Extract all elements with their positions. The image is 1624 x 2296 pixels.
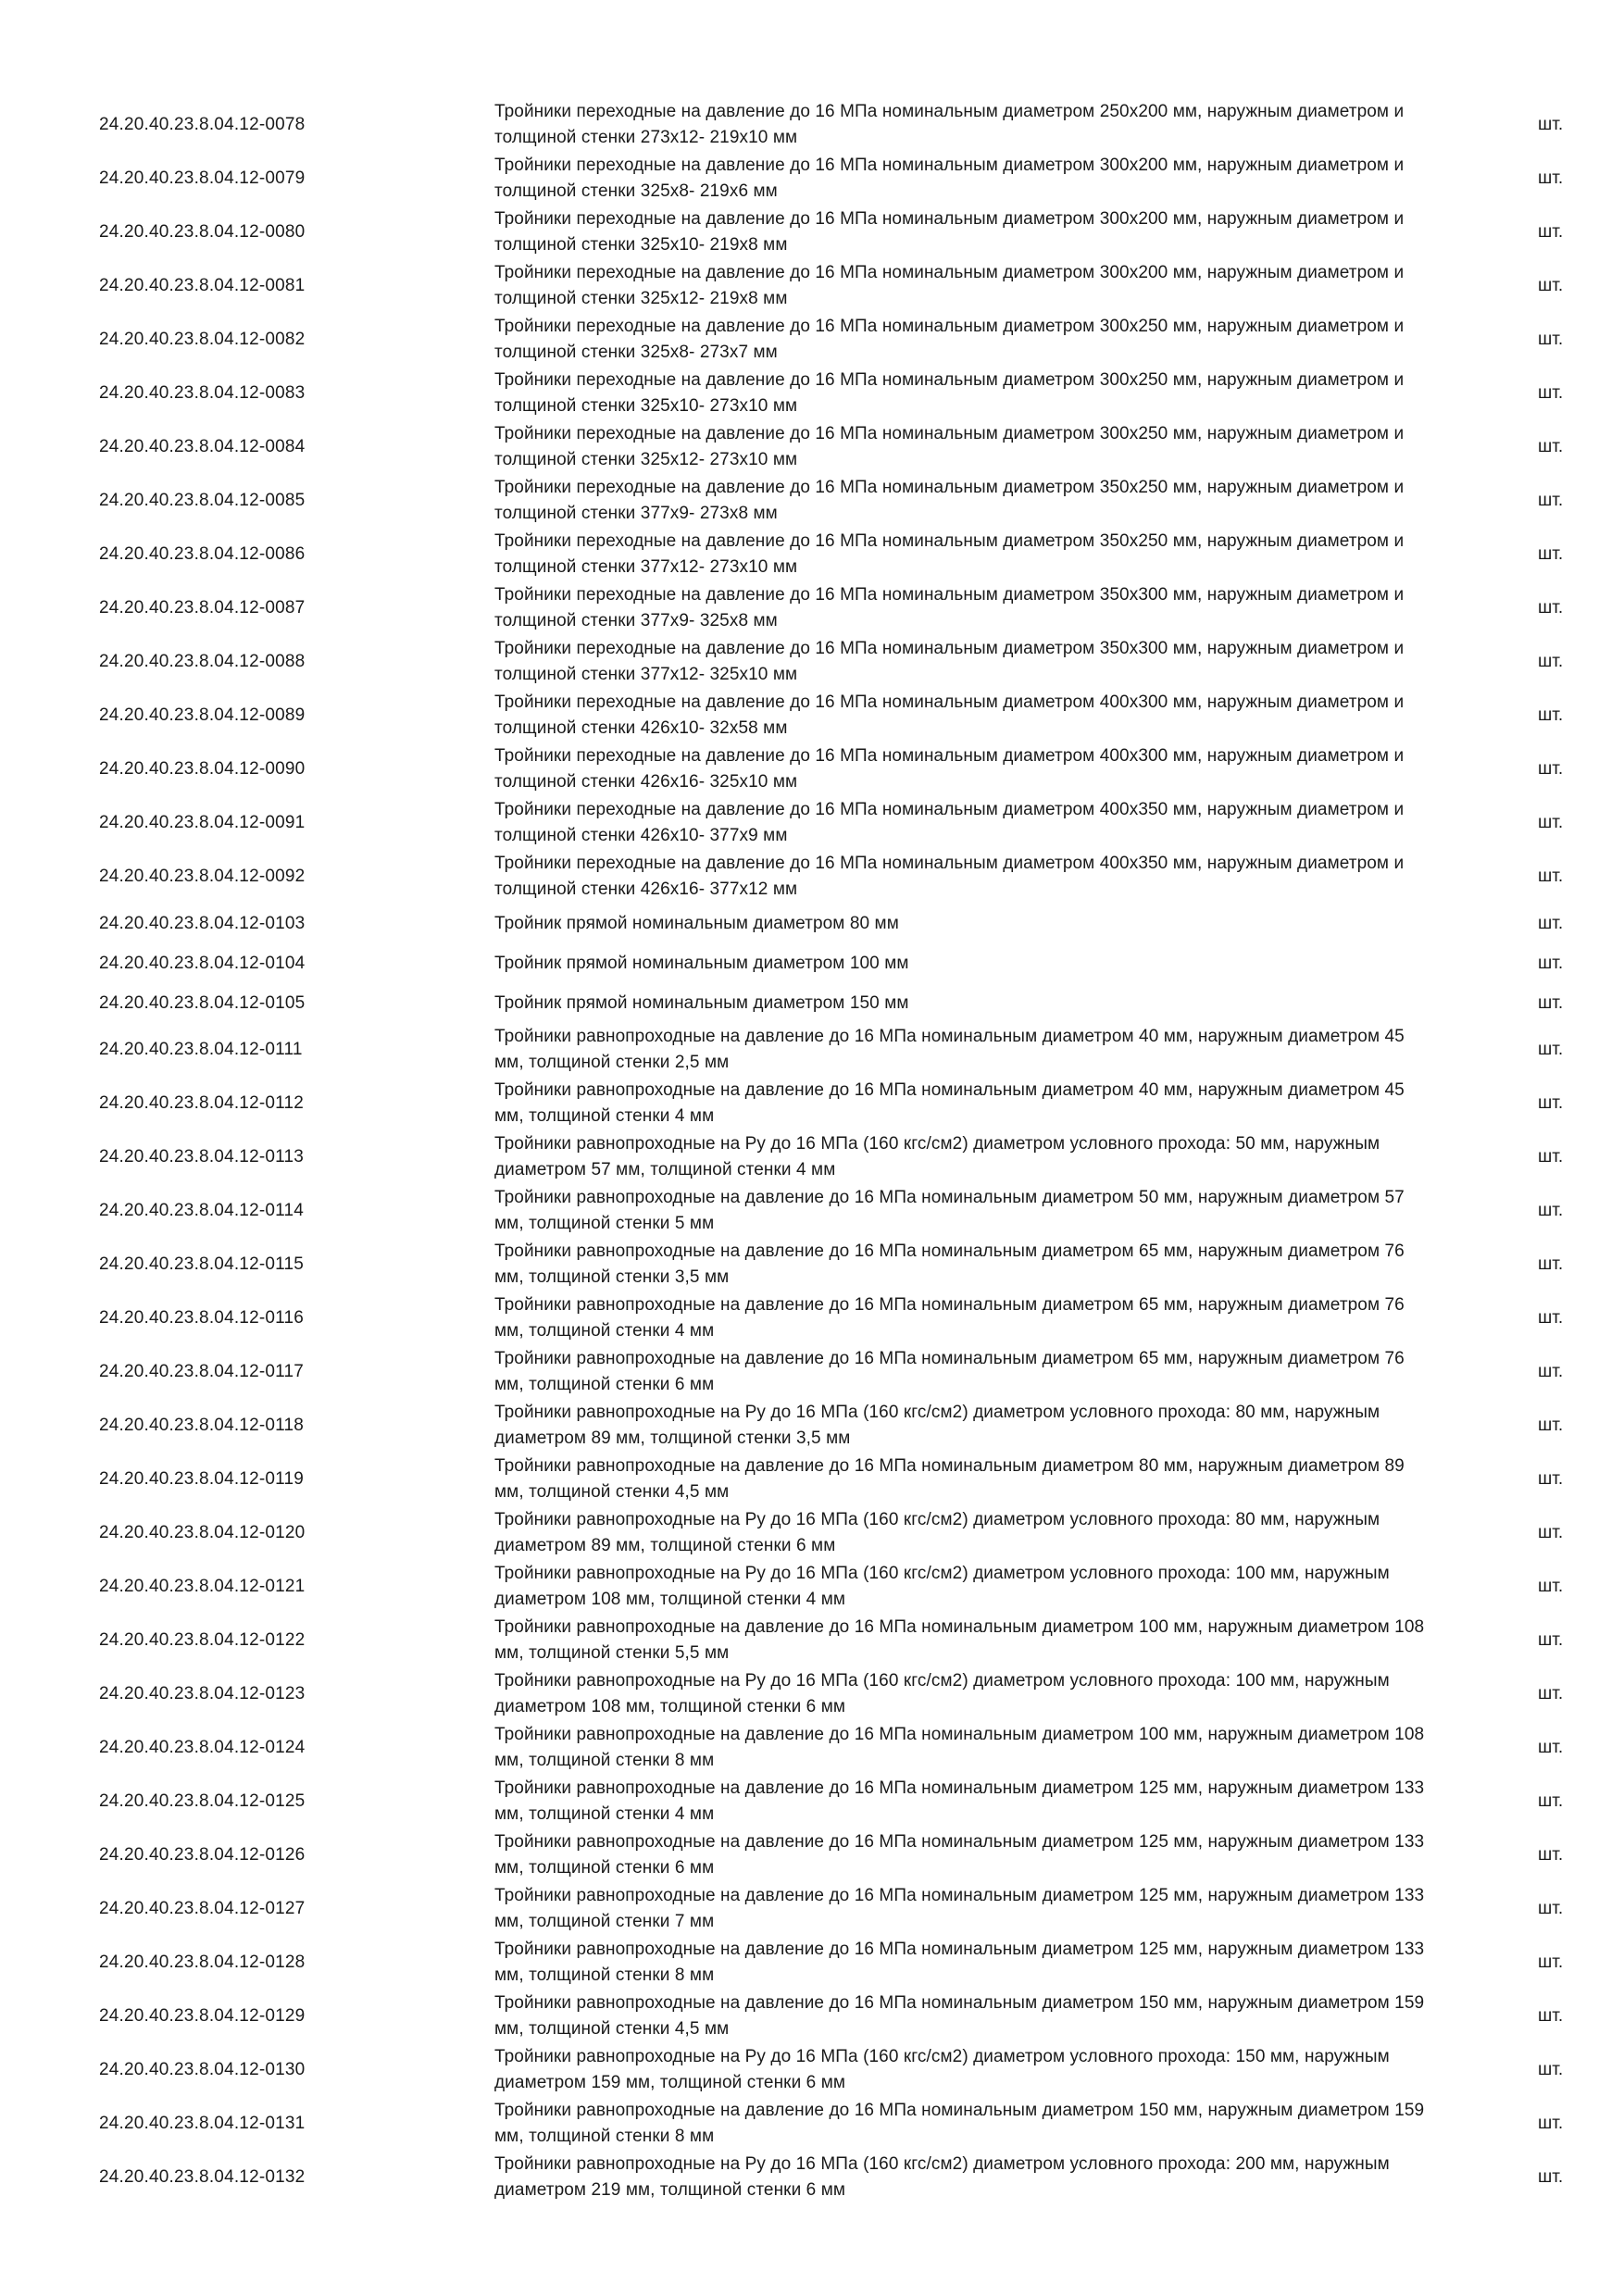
table-row — [0, 581, 1624, 635]
table-row — [0, 1667, 1624, 1721]
item-code: 24.20.40.23.8.04.12-0090 — [99, 759, 306, 779]
table-row — [0, 2043, 1624, 2097]
item-unit: шт. — [1538, 1953, 1564, 1972]
table-row — [0, 259, 1624, 313]
item-code: 24.20.40.23.8.04.12-0104 — [99, 953, 306, 973]
table-row — [0, 850, 1624, 904]
item-unit: шт. — [1538, 1362, 1564, 1381]
table-row — [0, 474, 1624, 528]
table-row — [0, 635, 1624, 689]
item-code: 24.20.40.23.8.04.12-0103 — [99, 913, 306, 933]
table-row — [0, 1828, 1624, 1882]
item-code: 24.20.40.23.8.04.12-0122 — [99, 1630, 306, 1650]
item-code: 24.20.40.23.8.04.12-0131 — [99, 2114, 306, 2133]
item-unit: шт. — [1538, 1899, 1564, 1918]
item-code: 24.20.40.23.8.04.12-0091 — [99, 813, 306, 832]
table-row — [0, 367, 1624, 420]
item-description: Тройники равнопроходные на давление до 16 МПа номинальным диаметром 65 мм, наружным диаметром 76 мм, толщиной стенки 6 мм — [494, 1349, 1405, 1394]
table-row — [0, 1775, 1624, 1828]
item-code: 24.20.40.23.8.04.12-0078 — [99, 115, 306, 134]
table-row — [0, 2151, 1624, 2204]
item-description: Тройники равнопроходные на Ру до 16 МПа (160 кгс/см2) диаметром условного прохода: 50 мм, наружным диаметром 57 мм, толщиной стенки 4 мм — [494, 1134, 1380, 1179]
table-row — [0, 1399, 1624, 1453]
item-unit: шт. — [1538, 491, 1564, 510]
item-unit: шт. — [1538, 168, 1564, 188]
item-unit: шт. — [1538, 1791, 1564, 1811]
table-row — [0, 1453, 1624, 1506]
table-row — [0, 742, 1624, 796]
item-unit: шт. — [1538, 598, 1564, 618]
item-unit: шт. — [1538, 1845, 1564, 1865]
item-description: Тройники переходные на давление до 16 МПа номинальным диаметром 400х300 мм, наружным диаметром и толщиной стенки 426х16- 325х10 мм — [494, 746, 1405, 792]
item-code: 24.20.40.23.8.04.12-0088 — [99, 652, 306, 671]
item-code: 24.20.40.23.8.04.12-0129 — [99, 2006, 306, 2026]
item-description: Тройники равнопроходные на давление до 16 МПа номинальным диаметром 125 мм, наружным диаметром 133 мм, толщиной стенки 8 мм — [494, 1940, 1425, 1985]
item-code: 24.20.40.23.8.04.12-0117 — [99, 1362, 305, 1381]
item-description: Тройник прямой номинальным диаметром 80 мм — [494, 913, 899, 933]
item-description: Тройники равнопроходные на давление до 16 МПа номинальным диаметром 125 мм, наружным диаметром 133 мм, толщиной стенки 4 мм — [494, 1778, 1425, 1824]
table-row — [0, 1023, 1624, 1077]
item-code: 24.20.40.23.8.04.12-0111 — [99, 1040, 303, 1059]
item-code: 24.20.40.23.8.04.12-0126 — [99, 1845, 306, 1865]
item-code: 24.20.40.23.8.04.12-0089 — [99, 705, 306, 725]
item-unit: шт. — [1538, 953, 1564, 973]
item-description: Тройники равнопроходные на давление до 16 МПа номинальным диаметром 100 мм, наружным диаметром 108 мм, толщиной стенки 5,5 мм — [494, 1617, 1425, 1663]
item-description: Тройники равнопроходные на давление до 16 МПа номинальным диаметром 40 мм, наружным диаметром 45 мм, толщиной стенки 2,5 мм — [494, 1027, 1405, 1072]
item-code: 24.20.40.23.8.04.12-0120 — [99, 1523, 306, 1542]
item-unit: шт. — [1538, 1416, 1564, 1435]
item-code: 24.20.40.23.8.04.12-0127 — [99, 1899, 306, 1918]
item-code: 24.20.40.23.8.04.12-0115 — [99, 1254, 305, 1274]
item-description: Тройники равнопроходные на давление до 16 МПа номинальным диаметром 80 мм, наружным диаметром 89 мм, толщиной стенки 4,5 мм — [494, 1456, 1405, 1502]
item-code: 24.20.40.23.8.04.12-0112 — [99, 1093, 305, 1113]
item-unit: шт. — [1538, 1738, 1564, 1757]
table-row — [0, 1560, 1624, 1614]
table-row — [0, 1184, 1624, 1238]
item-description: Тройники равнопроходные на давление до 16 МПа номинальным диаметром 150 мм, наружным диаметром 159 мм, толщиной стенки 8 мм — [494, 2101, 1425, 2146]
item-description: Тройники переходные на давление до 16 МПа номинальным диаметром 400х350 мм, наружным диаметром и толщиной стенки 426х16- 377х12 мм — [494, 854, 1405, 899]
table-row — [0, 1882, 1624, 1936]
item-description: Тройники переходные на давление до 16 МПа номинальным диаметром 250х200 мм, наружным диаметром и толщиной стенки 273х12- 219х10 мм — [494, 102, 1405, 147]
item-unit: шт. — [1538, 330, 1564, 349]
item-unit: шт. — [1538, 222, 1564, 242]
item-description: Тройники переходные на давление до 16 МПа номинальным диаметром 350х300 мм, наружным диаметром и толщиной стенки 377х12- 325х10 мм — [494, 639, 1405, 684]
table-row — [0, 1614, 1624, 1667]
table-row — [0, 1936, 1624, 1990]
item-unit: шт. — [1538, 813, 1564, 832]
table-row — [0, 1721, 1624, 1775]
price-list-table — [0, 98, 1624, 2204]
item-code: 24.20.40.23.8.04.12-0084 — [99, 437, 306, 456]
item-code: 24.20.40.23.8.04.12-0079 — [99, 168, 306, 188]
table-row — [0, 796, 1624, 850]
item-description: Тройники равнопроходные на Ру до 16 МПа (160 кгс/см2) диаметром условного прохода: 80 мм, наружным диаметром 89 мм, толщиной стенки 6 мм — [494, 1510, 1380, 1555]
item-description: Тройники равнопроходные на давление до 16 МПа номинальным диаметром 65 мм, наружным диаметром 76 мм, толщиной стенки 3,5 мм — [494, 1242, 1405, 1287]
item-unit: шт. — [1538, 1684, 1564, 1703]
item-code: 24.20.40.23.8.04.12-0124 — [99, 1738, 306, 1757]
item-code: 24.20.40.23.8.04.12-0118 — [99, 1416, 305, 1435]
item-unit: шт. — [1538, 1147, 1564, 1167]
item-description: Тройники равнопроходные на давление до 16 МПа номинальным диаметром 40 мм, наружным диаметром 45 мм, толщиной стенки 4 мм — [494, 1080, 1405, 1126]
item-unit: шт. — [1538, 2114, 1564, 2133]
item-description: Тройники переходные на давление до 16 МПа номинальным диаметром 400х350 мм, наружным диаметром и толщиной стенки 426х10- 377х9 мм — [494, 800, 1405, 845]
item-code: 24.20.40.23.8.04.12-0085 — [99, 491, 306, 510]
item-unit: шт. — [1538, 1254, 1564, 1274]
table-row — [0, 689, 1624, 742]
item-description: Тройники переходные на давление до 16 МПа номинальным диаметром 300х200 мм, наружным диаметром и толщиной стенки 325х12- 219х8 мм — [494, 263, 1405, 308]
table-row — [0, 1990, 1624, 2043]
item-description: Тройник прямой номинальным диаметром 100 мм — [494, 953, 909, 973]
item-description: Тройник прямой номинальным диаметром 150 мм — [494, 992, 909, 1013]
item-code: 24.20.40.23.8.04.12-0082 — [99, 330, 306, 349]
item-code: 24.20.40.23.8.04.12-0116 — [99, 1308, 305, 1328]
item-description: Тройники равнопроходные на Ру до 16 МПа (160 кгс/см2) диаметром условного прохода: 100 мм, наружным диаметром 108 мм, толщиной стенки 4 мм — [494, 1564, 1390, 1609]
item-unit: шт. — [1538, 2006, 1564, 2026]
item-unit: шт. — [1538, 383, 1564, 403]
item-description: Тройники равнопроходные на давление до 16 МПа номинальным диаметром 50 мм, наружным диаметром 57 мм, толщиной стенки 5 мм — [494, 1188, 1405, 1233]
item-code: 24.20.40.23.8.04.12-0087 — [99, 598, 306, 618]
item-unit: шт. — [1538, 1093, 1564, 1113]
item-unit: шт. — [1538, 1201, 1564, 1220]
item-unit: шт. — [1538, 1469, 1564, 1489]
item-unit: шт. — [1538, 115, 1564, 134]
table-row — [0, 528, 1624, 581]
item-description: Тройники равнопроходные на давление до 16 МПа номинальным диаметром 150 мм, наружным диаметром 159 мм, толщиной стенки 4,5 мм — [494, 1993, 1425, 2039]
item-unit: шт. — [1538, 759, 1564, 779]
table-row — [0, 1077, 1624, 1130]
table-row — [0, 98, 1624, 152]
item-unit: шт. — [1538, 867, 1564, 886]
table-row — [0, 152, 1624, 206]
table-row — [0, 1506, 1624, 1560]
item-code: 24.20.40.23.8.04.12-0114 — [99, 1201, 305, 1220]
table-row — [0, 1292, 1624, 1345]
item-description: Тройники равнопроходные на давление до 16 МПа номинальным диаметром 125 мм, наружным диаметром 133 мм, толщиной стенки 7 мм — [494, 1886, 1425, 1931]
item-code: 24.20.40.23.8.04.12-0083 — [99, 383, 306, 403]
item-description: Тройники равнопроходные на Ру до 16 МПа (160 кгс/см2) диаметром условного прохода: 150 мм, наружным диаметром 159 мм, толщиной стенки 6 мм — [494, 2047, 1390, 2092]
item-unit: шт. — [1538, 992, 1564, 1013]
table-row — [0, 1130, 1624, 1184]
item-description: Тройники равнопроходные на давление до 16 МПа номинальным диаметром 65 мм, наружным диаметром 76 мм, толщиной стенки 4 мм — [494, 1295, 1405, 1341]
item-description: Тройники равнопроходные на Ру до 16 МПа (160 кгс/см2) диаметром условного прохода: 200 мм, наружным диаметром 219 мм, толщиной стенки 6 мм — [494, 2154, 1390, 2200]
item-unit: шт. — [1538, 2167, 1564, 2187]
item-description: Тройники равнопроходные на давление до 16 МПа номинальным диаметром 125 мм, наружным диаметром 133 мм, толщиной стенки 6 мм — [494, 1832, 1425, 1878]
item-code: 24.20.40.23.8.04.12-0113 — [99, 1147, 305, 1167]
item-unit: шт. — [1538, 1308, 1564, 1328]
item-unit: шт. — [1538, 1523, 1564, 1542]
item-code: 24.20.40.23.8.04.12-0086 — [99, 544, 306, 564]
item-code: 24.20.40.23.8.04.12-0081 — [99, 276, 306, 295]
item-unit: шт. — [1538, 276, 1564, 295]
item-code: 24.20.40.23.8.04.12-0121 — [99, 1577, 306, 1596]
item-description: Тройники равнопроходные на Ру до 16 МПа (160 кгс/см2) диаметром условного прохода: 100 мм, наружным диаметром 108 мм, толщиной стенки 6 мм — [494, 1671, 1390, 1716]
item-code: 24.20.40.23.8.04.12-0123 — [99, 1684, 306, 1703]
item-code: 24.20.40.23.8.04.12-0130 — [99, 2060, 306, 2079]
item-unit: шт. — [1538, 913, 1564, 933]
item-description: Тройники переходные на давление до 16 МПа номинальным диаметром 300х250 мм, наружным диаметром и толщиной стенки 325х8- 273х7 мм — [494, 317, 1405, 362]
item-code: 24.20.40.23.8.04.12-0132 — [99, 2167, 306, 2187]
item-code: 24.20.40.23.8.04.12-0092 — [99, 867, 306, 886]
item-code: 24.20.40.23.8.04.12-0119 — [99, 1469, 305, 1489]
item-description: Тройники переходные на давление до 16 МПа номинальным диаметром 300х200 мм, наружным диаметром и толщиной стенки 325х10- 219х8 мм — [494, 209, 1405, 255]
item-description: Тройники равнопроходные на давление до 16 МПа номинальным диаметром 100 мм, наружным диаметром 108 мм, толщиной стенки 8 мм — [494, 1725, 1425, 1770]
item-description: Тройники переходные на давление до 16 МПа номинальным диаметром 350х250 мм, наружным диаметром и толщиной стенки 377х12- 273х10 мм — [494, 531, 1405, 577]
table-row — [0, 420, 1624, 474]
item-unit: шт. — [1538, 544, 1564, 564]
table-row — [0, 2097, 1624, 2151]
item-unit: шт. — [1538, 652, 1564, 671]
item-unit: шт. — [1538, 2060, 1564, 2079]
item-code: 24.20.40.23.8.04.12-0125 — [99, 1791, 306, 1811]
table-row — [0, 943, 1624, 983]
item-code: 24.20.40.23.8.04.12-0128 — [99, 1953, 306, 1972]
item-unit: шт. — [1538, 705, 1564, 725]
table-row — [0, 983, 1624, 1023]
table-row — [0, 313, 1624, 367]
table-row — [0, 1238, 1624, 1292]
table-row — [0, 1345, 1624, 1399]
item-description: Тройники переходные на давление до 16 МПа номинальным диаметром 350х250 мм, наружным диаметром и толщиной стенки 377х9- 273х8 мм — [494, 478, 1405, 523]
table-row — [0, 206, 1624, 259]
item-description: Тройники переходные на давление до 16 МПа номинальным диаметром 350х300 мм, наружным диаметром и толщиной стенки 377х9- 325х8 мм — [494, 585, 1405, 630]
item-unit: шт. — [1538, 1040, 1564, 1059]
item-description: Тройники переходные на давление до 16 МПа номинальным диаметром 400х300 мм, наружным диаметром и толщиной стенки 426х10- 32х58 мм — [494, 693, 1405, 738]
item-unit: шт. — [1538, 1630, 1564, 1650]
item-description: Тройники переходные на давление до 16 МПа номинальным диаметром 300х250 мм, наружным диаметром и толщиной стенки 325х10- 273х10 мм — [494, 370, 1405, 416]
item-description: Тройники переходные на давление до 16 МПа номинальным диаметром 300х250 мм, наружным диаметром и толщиной стенки 325х12- 273х10 мм — [494, 424, 1405, 469]
item-code: 24.20.40.23.8.04.12-0105 — [99, 992, 306, 1013]
item-description: Тройники равнопроходные на Ру до 16 МПа (160 кгс/см2) диаметром условного прохода: 80 мм, наружным диаметром 89 мм, толщиной стенки 3,5 мм — [494, 1403, 1380, 1448]
item-unit: шт. — [1538, 1577, 1564, 1596]
item-description: Тройники переходные на давление до 16 МПа номинальным диаметром 300х200 мм, наружным диаметром и толщиной стенки 325х8- 219х6 мм — [494, 156, 1405, 201]
item-code: 24.20.40.23.8.04.12-0080 — [99, 222, 306, 242]
table-row — [0, 904, 1624, 943]
item-unit: шт. — [1538, 437, 1564, 456]
